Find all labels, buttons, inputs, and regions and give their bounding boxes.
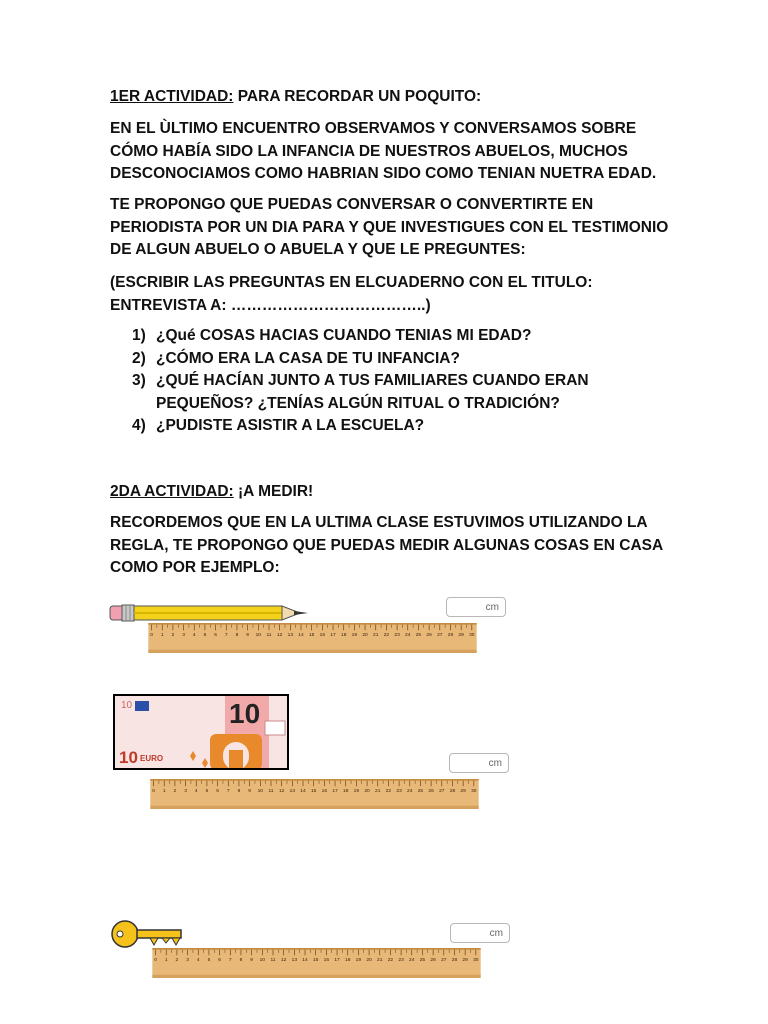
ruler-number: 11 [270, 957, 276, 963]
question-number: 3) [132, 372, 146, 389]
text-line: DE ALGUN ABUELO O ABUELA Y QUE LE PREGUNTES: [110, 241, 526, 258]
ruler-number: 29 [458, 632, 464, 638]
activity2-label: 2DA ACTIVIDAD: [110, 483, 234, 500]
ruler-number: 6 [214, 632, 217, 638]
banknote-corner-value: 10 [121, 700, 133, 711]
question-text: ¿CÓMO ERA LA CASA DE TU INFANCIA? [156, 349, 460, 367]
ruler-number: 30 [471, 788, 477, 794]
ruler [112, 779, 517, 809]
ruler-number: 17 [332, 788, 338, 794]
banknote-currency: EURO [140, 754, 164, 763]
ruler-number: 21 [375, 788, 381, 794]
ruler-number: 20 [364, 788, 370, 794]
unit-label: cm [489, 928, 503, 939]
ruler-number: 2 [173, 788, 177, 794]
ruler-number: 21 [377, 957, 383, 963]
interview-questions-list [132, 325, 672, 438]
ruler-number: 3 [182, 632, 185, 638]
text-line: COMO POR EJEMPLO: [110, 559, 280, 576]
ruler-number: 11 [268, 788, 274, 794]
ruler-number: 25 [415, 632, 422, 638]
ruler-number: 29 [462, 957, 468, 963]
question-item [132, 415, 672, 438]
ruler-number: 26 [426, 632, 432, 638]
ruler-number: 10 [255, 632, 262, 638]
ruler-number: 1 [162, 788, 166, 794]
question-number: 4) [132, 417, 146, 434]
ruler-number: 18 [343, 788, 349, 794]
question-text: PEQUEÑOS? ¿TENÍAS ALGÚN RITUAL O TRADICIÓN? [156, 394, 560, 412]
ruler-number: 15 [310, 788, 317, 794]
ruler-number: 14 [298, 632, 304, 638]
ruler-number: 5 [203, 632, 207, 638]
activity1-heading [110, 86, 670, 109]
ruler-number: 13 [289, 788, 296, 794]
ruler-body [148, 623, 476, 653]
ruler-number: 20 [362, 632, 368, 638]
ruler-number: 24 [407, 788, 413, 794]
question-text: ¿Qué COSAS HACIAS CUANDO TENIAS MI EDAD? [156, 327, 532, 344]
ruler-number: 4 [194, 788, 198, 794]
ruler-number: 17 [334, 957, 340, 963]
question-text: ¿QUÉ HACÍAN JUNTO A TUS FAMILIARES CUANDO ERAN [156, 372, 589, 389]
ruler-number: 28 [451, 957, 458, 963]
measure-answer-box[interactable] [450, 923, 510, 943]
activity1-paragraph-2 [110, 194, 670, 262]
ruler-body [152, 948, 480, 978]
ruler [110, 623, 515, 653]
ruler-number: 29 [460, 788, 466, 794]
ruler-number: 6 [216, 788, 219, 794]
ruler-number: 8 [237, 788, 241, 794]
ruler-number: 1 [160, 632, 164, 638]
ruler-number: 2 [171, 632, 175, 638]
activity2-heading [110, 481, 670, 504]
text-line: CÓMO HABÍA SIDO LA INFANCIA DE NUESTROS ABUELOS, MUCHOS [110, 142, 628, 160]
ruler-number: 17 [330, 632, 336, 638]
banknote-bottom-value: 10 [119, 748, 138, 767]
ruler-number: 9 [250, 957, 253, 963]
ruler-number: 18 [345, 957, 351, 963]
ruler-number: 7 [226, 788, 230, 794]
ruler-number: 14 [302, 957, 308, 963]
ruler-number: 12 [278, 788, 285, 794]
ruler-number: 12 [280, 957, 287, 963]
ruler-number: 23 [394, 632, 400, 638]
ruler-number: 10 [259, 957, 266, 963]
ruler-number: 9 [246, 632, 249, 638]
question-number: 2) [132, 349, 146, 367]
ruler-number: 0 [152, 788, 155, 794]
ruler-number: 25 [419, 957, 426, 963]
text-line: TE PROPONGO QUE PUEDAS CONVERSAR O CONVERTIRTE EN [110, 196, 594, 213]
question-number: 1) [132, 327, 146, 344]
ruler-number: 8 [239, 957, 243, 963]
ruler-number: 14 [300, 788, 306, 794]
question-item [132, 348, 672, 371]
ruler-number: 6 [218, 957, 221, 963]
ruler-number: 22 [385, 788, 392, 794]
pencil-icon [108, 603, 313, 623]
ruler [114, 948, 519, 978]
text-line: PERIODISTA POR UN DIA PARA Y QUE INVESTIGUES CON EL TESTIMONIO [110, 218, 669, 236]
measure-answer-box[interactable] [446, 597, 506, 617]
activity2-paragraph [110, 512, 670, 580]
ruler-body [150, 779, 478, 809]
ruler-number: 22 [387, 957, 394, 963]
ruler-number: 5 [205, 788, 209, 794]
ruler-number: 4 [196, 957, 200, 963]
ruler-number: 23 [396, 788, 402, 794]
question-text: ¿PUDISTE ASISTIR A LA ESCUELA? [156, 417, 425, 434]
ruler-number: 19 [351, 632, 358, 638]
ruler-number: 27 [437, 632, 443, 638]
ruler-number: 23 [398, 957, 404, 963]
ruler-number: 20 [366, 957, 372, 963]
text-line: ENTREVISTA A: ………………………………..) [110, 296, 431, 314]
ruler-number: 5 [207, 957, 211, 963]
ruler-number: 13 [287, 632, 294, 638]
text-line: DESCONOCIAMOS COMO HABRIAN SIDO COMO TENIAN NUETRA EDAD. [110, 165, 657, 182]
ruler-number: 3 [186, 957, 189, 963]
ruler-number: 24 [409, 957, 415, 963]
ruler-number: 24 [405, 632, 411, 638]
question-item [132, 325, 672, 348]
activity1-label: 1ER ACTIVIDAD: [110, 88, 234, 105]
ruler-number: 8 [235, 632, 239, 638]
ruler-number: 13 [291, 957, 298, 963]
activity1-paragraph-3 [110, 272, 670, 317]
ruler-number: 1 [164, 957, 168, 963]
activity1-title: PARA RECORDAR UN POQUITO: [233, 88, 482, 105]
measure-answer-box[interactable] [449, 753, 509, 773]
ruler-number: 15 [312, 957, 319, 963]
ruler-number: 26 [430, 957, 436, 963]
activity1-paragraph-1 [110, 118, 670, 186]
ruler-number: 3 [184, 788, 187, 794]
ruler-number: 22 [383, 632, 390, 638]
ruler-number: 19 [355, 957, 362, 963]
ruler-number: 27 [439, 788, 445, 794]
ruler-number: 26 [428, 788, 434, 794]
key-icon [110, 918, 184, 950]
ruler-number: 7 [224, 632, 228, 638]
banknote-value: 10 [229, 698, 261, 729]
ruler-number: 19 [353, 788, 360, 794]
ruler-number: 10 [257, 788, 264, 794]
ruler-number: 21 [373, 632, 379, 638]
ruler-number: 30 [469, 632, 475, 638]
unit-label: cm [485, 602, 499, 613]
ruler-number: 28 [447, 632, 454, 638]
ruler-number: 11 [266, 632, 272, 638]
ruler-number: 12 [276, 632, 283, 638]
ruler-number: 28 [449, 788, 456, 794]
text-line: EN EL ÙLTIMO ENCUENTRO OBSERVAMOS Y CONVERSAMOS SOBRE [110, 120, 637, 137]
ruler-number: 27 [441, 957, 447, 963]
ruler-number: 4 [192, 632, 196, 638]
text-line: REGLA, TE PROPONGO QUE PUEDAS MEDIR ALGUNAS COSAS EN CASA [110, 536, 664, 554]
question-item [132, 370, 672, 415]
activity2-title: ¡A MEDIR! [233, 483, 314, 500]
ruler-number: 16 [319, 632, 326, 638]
ruler-number: 30 [473, 957, 479, 963]
text-line: RECORDEMOS QUE EN LA ULTIMA CLASE ESTUVIMOS UTILIZANDO LA [110, 514, 648, 531]
ruler-number: 15 [308, 632, 315, 638]
unit-label: cm [488, 758, 502, 769]
ruler-number: 16 [321, 788, 328, 794]
ruler-number: 2 [175, 957, 179, 963]
ruler-number: 9 [248, 788, 251, 794]
ruler-number: 25 [417, 788, 424, 794]
ruler-number: 7 [228, 957, 232, 963]
ruler-number: 18 [341, 632, 347, 638]
banknote-image [113, 694, 289, 770]
ruler-number: 16 [323, 957, 330, 963]
ruler-number: 0 [154, 957, 157, 963]
text-line: (ESCRIBIR LAS PREGUNTAS EN ELCUADERNO CON EL TITULO: [110, 274, 593, 291]
ruler-number: 0 [150, 632, 153, 638]
